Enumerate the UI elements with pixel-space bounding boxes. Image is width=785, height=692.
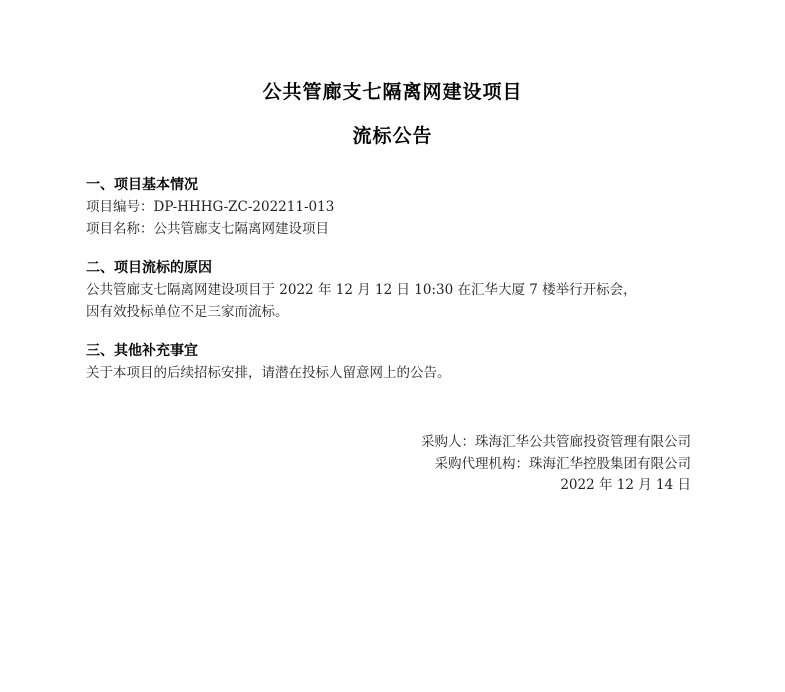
- section-basic-info: [86, 174, 706, 240]
- section-other-matters: [86, 340, 706, 384]
- document-subtitle: 流标公告: [352, 125, 433, 147]
- other-matters-line-1: 关于本项目的后续招标安排，请潜在投标人留意网上的公告。: [86, 365, 451, 381]
- purchaser: 采购人：珠海汇华公共管廊投资管理有限公司: [421, 434, 691, 450]
- failure-reason-line-2: 因有效投标单位不足三家而流标。: [86, 304, 289, 320]
- announcement-date: 2022 年 12 月 14 日: [560, 477, 691, 493]
- project-number: 项目编号：DP-HHHG-ZC-202211-013: [86, 199, 335, 215]
- failure-reason-line-1: 公共管廊支七隔离网建设项目于 2022 年 12 月 12 日 10:30 在汇华大厦 7 楼举行开标会，: [86, 282, 637, 298]
- project-name: 项目名称：公共管廊支七隔离网建设项目: [86, 221, 329, 237]
- signature-block: [421, 432, 691, 497]
- document-title: 公共管廊支七隔离网建设项目: [262, 81, 523, 103]
- section-heading-failure-reason: 二、项目流标的原因: [86, 260, 212, 276]
- section-heading-basic-info: 一、项目基本情况: [86, 177, 198, 193]
- section-failure-reason: [86, 257, 706, 323]
- section-heading-other-matters: 三、其他补充事宜: [86, 343, 198, 359]
- procurement-agency: 采购代理机构：珠海汇华控股集团有限公司: [434, 455, 691, 472]
